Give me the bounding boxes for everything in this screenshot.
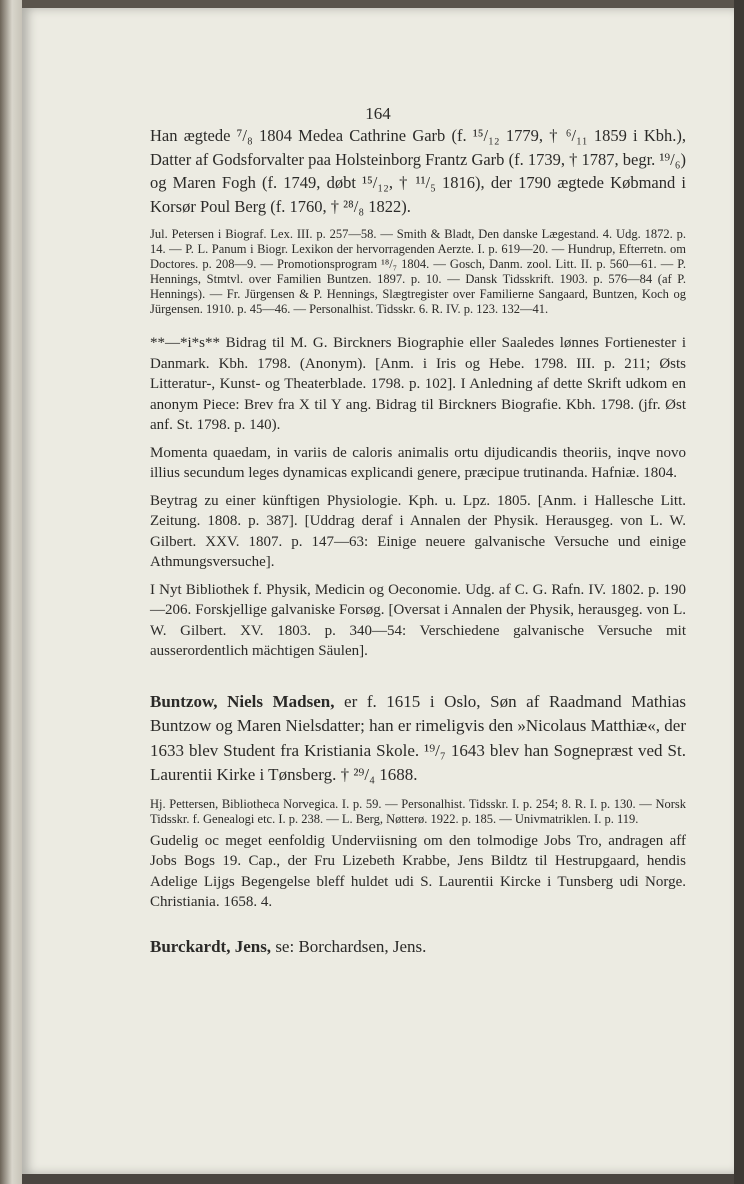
entry-name: Buntzow, Niels Madsen, — [150, 691, 335, 711]
work-entry: Momenta quaedam, in variis de caloris animalis ortu dijudicandis theoriis, inqve novo illius secundum leges dynamicas explicandi genere, præcipue trutinanda. Hafniæ. 1804. — [150, 444, 686, 481]
page-content — [150, 124, 686, 959]
intro-paragraph: Han ægtede ⁷/₈ 1804 Medea Cathrine Garb (f. ¹⁵/₁₂ 1779, † ⁶/₁₁ 1859 i Kbh.), Datter af Godsforvalter paa Holsteinborg Frantz Garb (f. 1739, † 1787, begr. ¹⁹/₆) og Maren Fogh (f. 1749, døbt ¹⁵/₁₂, † ¹¹/₅ 1816), der 1790 ægtede Købmand i Korsør Poul Berg (f. 1760, † ²⁸/₈ 1822). — [150, 126, 686, 216]
work-entry: **—*i*s** Bidrag til M. G. Birckners Biographie eller Saaledes lønnes Fortienester i Danmark. Kbh. 1798. (Anonym). [Anm. i Iris og Hebe. 1798. III. p. 211; Østs Litteratur-, Kunst- og Theaterblade. 1798. p. 102]. I Anledning af dette Skrift udkom en anonym Piece: Brev fra X til Y ang. Bidrag til Birckners Biografie. Kbh. 1798. (jfr. Øst anf. St. 1798. p. 140). — [150, 335, 686, 433]
entry-name: Burckardt, Jens, — [150, 936, 272, 956]
entry-buntzow — [150, 690, 686, 788]
entry-burckardt — [150, 935, 686, 960]
book-binding-edge — [0, 0, 22, 1184]
entry-references: Hj. Pettersen, Bibliotheca Norvegica. I. p. 59. — Personalhist. Tidsskr. I. p. 254; 8. R. I. p. 130. — Norsk Tidsskr. f. Genealogi etc. I. p. 238. — L. Berg, Nøtterø. 1922. p. 185. — Univmatriklen. I. p. 119. — [150, 796, 686, 826]
entry-text: se: Borchardsen, Jens. — [271, 936, 427, 956]
work-entry: Beytrag zu einer künftigen Physiologie. Kph. u. Lpz. 1805. [Anm. i Hallesche Litt. Zeitung. 1808. p. 387]. [Uddrag deraf i Annalen der Physik. Herausgeg. von L. W. Gilbert. XXV. 1807. p. 147—63: Einige neuere galvanische Versuche und einige Athmungsversuche]. — [150, 492, 686, 570]
intro-references: Jul. Petersen i Biograf. Lex. III. p. 257—58. — Smith & Bladt, Den danske Lægestand. 4. Udg. 1872. p. 14. — P. L. Panum i Biogr. Lexikon der hervorragenden Aerzte. I. p. 619—20. — Hundrup, Efterretn. om Doctores. p. 208—9. — Promotionsprogram ¹⁸/₇ 1804. — Gosch, Danm. zool. Litt. II. p. 560—61. — P. Hennings, Stmtvl. over Familien Buntzen. 1897. p. 10. — Dansk Tidsskrift. 1903. p. 576—84 (af P. Hennings). — Fr. Jürgensen & P. Hennings, Slægtregister over Familierne Sangaard, Buntzen, Koch og Jürgensen. 1910. p. 45—46. — Personalhist. Tidsskr. 6. R. IV. p. 123. 132—41. — [150, 227, 686, 316]
work-entry: Gudelig oc meget eenfoldig Underviisning om den tolmodige Jobs Tro, andragen aff Jobs Bogs 19. Cap., der Fru Lizebeth Krabbe, Jens Bildtz til Hestrupgaard, hendis Adelige Lijgs Begengelse bleff huldet udi S. Laurentii Kircke i Tunsberg udi Norge. Christiania. 1658. 4. — [150, 832, 686, 910]
entry-text: er f. 1615 i Oslo, Søn af Raadmand Mathias Buntzow og Maren Nielsdatter; han er rimeligvis den »Nicolaus Matthiæ«, der 1633 blev Student fra Kristiania Skole. ¹⁹/₇ 1643 blev han Sognepræst ved St. Laurentii Kirke i Tønsberg. † ²⁹/₄ 1688. — [150, 691, 686, 784]
page-right-edge — [734, 0, 744, 1184]
work-entry: I Nyt Bibliothek f. Physik, Medicin og Oeconomie. Udg. af C. G. Rafn. IV. 1802. p. 190—206. Forskjellige galvaniske Forsøg. [Oversat i Annalen der Physik, herausgeg. von L. W. Gilbert. XV. 1803. p. 340—54: Verschiedene galvanische Versuche mit ausserordentlich mächtigen Säulen]. — [150, 581, 686, 659]
page-number: 164 — [365, 104, 391, 123]
